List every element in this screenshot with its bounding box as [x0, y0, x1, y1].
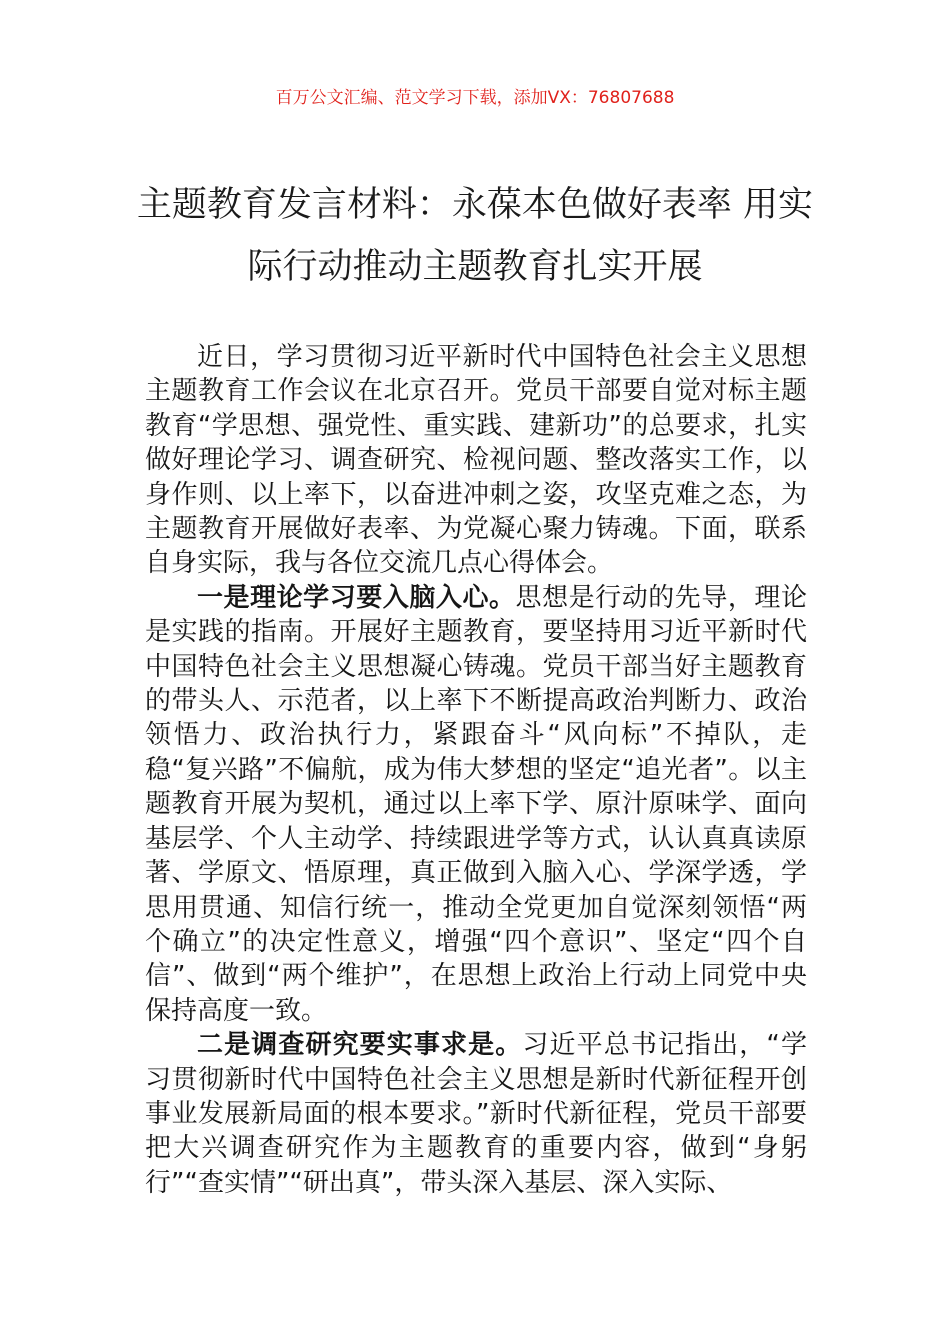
paragraph-lead: 一是理论学习要入脑入心。	[197, 582, 516, 613]
paragraph-text: 习近平总书记指出，“学习贯彻新时代中国特色社会主义思想是新时代新征程开创事业发展新局面的根本要求。”新时代新征程，党员干部要把大兴调查研究作为主题教育的重要内容，做到“身躬行”“查实情”“研出真”，带头深入基层、深入实际、	[145, 1030, 807, 1198]
document-title: 主题教育发言材料：永葆本色做好表率 用实际行动推动主题教育扎实开展	[136, 185, 814, 287]
document-body	[145, 340, 807, 1200]
paragraph-intro	[145, 340, 807, 581]
paragraph-text: 思想是行动的先导，理论是实践的指南。开展好主题教育，要坚持用习近平新时代中国特色社会主义思想凝心铸魂。党员干部当好主题教育的带头人、示范者，以上率下不断提高政治判断力、政治领悟力、政治执行力，紧跟奋斗“风向标”不掉队，走稳“复兴路”不偏航，成为伟大梦想的坚定“追光者”。以主题教育开展为契机，通过以上率下学、原汁原味学、面向基层学、个人主动学、持续跟进学等方式，认认真真读原著、学原文、悟原理，真正做到入脑入心、学深学透，学思用贯通、知信行统一，推动全党更加自觉深刻领悟“两个确立”的决定性意义，增强“四个意识”、坚定“四个自信”、做到“两个维护”，在思想上政治上行动上同党中央保持高度一致。	[145, 582, 807, 1026]
paragraph-text: 近日，学习贯彻习近平新时代中国特色社会主义思想主题教育工作会议在北京召开。党员干部要自觉对标主题教育“学思想、强党性、重实践、建新功”的总要求，扎实做好理论学习、调查研究、检视问题、整改落实工作，以身作则、以上率下，以奋进冲刺之姿，攻坚克难之态，为主题教育开展做好表率、为党凝心聚力铸魂。下面，联系自身实际，我与各位交流几点心得体会。	[145, 342, 807, 579]
paragraph-lead: 二是调查研究要实事求是。	[197, 1030, 523, 1061]
header-watermark-note: 百万公文汇编、范文学习下载，添加VX：76807688	[275, 88, 675, 108]
paragraph-theory-study	[145, 581, 807, 1028]
paragraph-investigation	[145, 1028, 807, 1200]
